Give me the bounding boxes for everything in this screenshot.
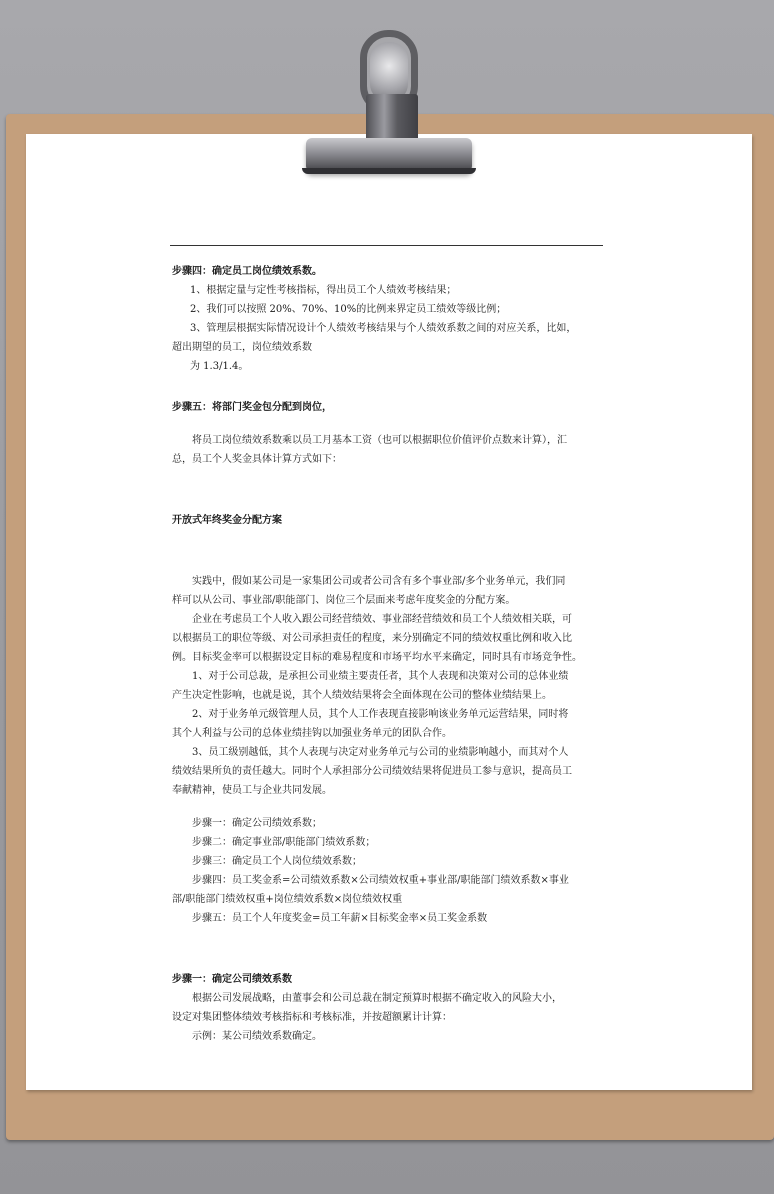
clip-ring-hole [370,42,408,102]
step1-line: 示例：某公司绩效系数确定。 [192,1031,322,1042]
plan-line: 2、对于业务单元级管理人员，其个人工作表现直接影响该业务单元运营结果，同时将 [192,709,569,720]
plan-line: 其个人利益与公司的总体业绩挂钩以加强业务单元的团队合作。 [172,728,452,739]
step1-line: 设定对集团整体绩效考核指标和考核标准，并按超额累计计算： [172,1012,452,1023]
plan-line: 1、对于公司总裁，是承担公司业绩主要责任者，其个人表现和决策对公司的总体业绩 [192,671,569,682]
plan-line: 样可以从公司、事业部/职能部门、岗位三个层面来考虑年度奖金的分配方案。 [172,595,516,606]
step5-line: 将员工岗位绩效系数乘以员工月基本工资（也可以根据职位价值评价点数来计算），汇 [192,435,567,446]
plan-line: 奉献精神，使员工与企业共同发展。 [172,785,332,796]
step-summary-line: 部/职能部门绩效权重+岗位绩效系数×岗位绩效权重 [172,894,403,905]
step-summary-line: 步骤一：确定公司绩效系数； [192,818,322,829]
step4-heading: 步骤四：确定员工岗位绩效系数。 [172,266,322,277]
plan-line: 实践中，假如某公司是一家集团公司或者公司含有多个事业部/多个业务单元，我们同 [192,576,566,587]
step4-line: 3、管理层根据实际情况设计个人绩效考核结果与个人绩效系数之间的对应关系，比如， [190,323,577,334]
step4-line: 2、我们可以按照 20%、70%、10%的比例来界定员工绩效等级比例； [190,304,507,315]
step1-heading: 步骤一：确定公司绩效系数 [172,974,292,985]
header-rule [170,245,603,246]
plan-line: 以根据员工的职位等级、对公司承担责任的程度，来分别确定不同的绩效权重比例和收入比 [172,633,572,644]
plan-line: 产生决定性影响，也就是说，其个人绩效结果将会全面体现在公司的整体业绩结果上。 [172,690,552,701]
plan-line: 企业在考虑员工个人收入跟公司经营绩效、事业部经营绩效和员工个人绩效相关联，可 [192,614,572,625]
step-summary-line: 步骤二：确定事业部/职能部门绩效系数； [192,837,376,848]
clip-plate-edge [302,168,476,174]
binder-clip-icon [296,24,480,176]
plan-line: 例。目标奖金率可以根据设定目标的难易程度和市场平均水平来确定，同时具有市场竞争性。 [172,652,582,663]
step4-line: 1、根据定量与定性考核指标，得出员工个人绩效考核结果； [190,285,457,296]
step-summary-line: 步骤四：员工奖金系=公司绩效系数×公司绩效权重+事业部/职能部门绩效系数×事业 [192,875,569,886]
step1-line: 根据公司发展战略，由董事会和公司总裁在制定预算时根据不确定收入的风险大小， [192,993,562,1004]
plan-line: 绩效结果所负的责任越大。同时个人承担部分公司绩效结果将促进员工参与意识，提高员工 [172,766,572,777]
plan-line: 3、员工级别越低，其个人表现与决定对业务单元与公司的业绩影响越小，而其对个人 [192,747,569,758]
step5-line: 总，员工个人奖金具体计算方式如下： [172,454,342,465]
step-summary-line: 步骤三：确定员工个人岗位绩效系数； [192,856,362,867]
plan-title: 开放式年终奖金分配方案 [172,515,282,526]
clip-plate [306,138,472,172]
step-summary-line: 步骤五：员工个人年度奖金=员工年薪×目标奖金率×员工奖金系数 [192,913,488,924]
document-body [172,262,604,1046]
step5-heading: 步骤五：将部门奖金包分配到岗位， [172,402,332,413]
step4-line: 为 1.3/1.4。 [190,361,249,372]
step4-line: 超出期望的员工，岗位绩效系数 [172,342,312,353]
